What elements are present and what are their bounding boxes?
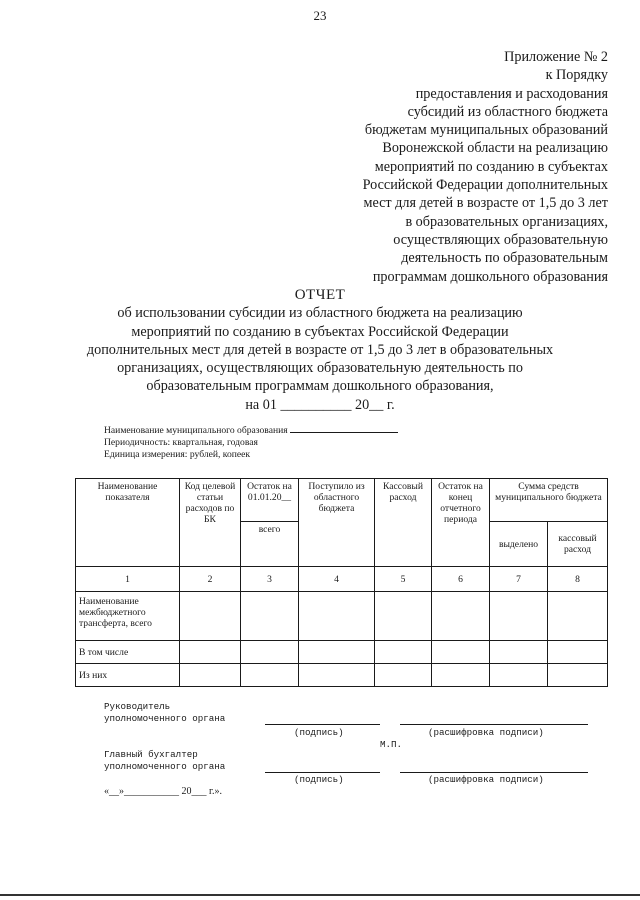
appendix-line: осуществляющих образовательную bbox=[393, 231, 608, 248]
table-cell[interactable] bbox=[432, 592, 490, 641]
table-cell[interactable] bbox=[432, 641, 490, 664]
periodicity: Периодичность: квартальная, годовая bbox=[104, 437, 258, 448]
report-meta bbox=[104, 424, 398, 461]
appendix-line: деятельность по образовательным bbox=[401, 250, 608, 267]
header-balance-start: Остаток на 01.01.20__ bbox=[241, 479, 299, 522]
header-municipal-sum: Сумма средств муниципального бюджета bbox=[490, 479, 608, 522]
table-cell[interactable] bbox=[548, 641, 608, 664]
column-number: 3 bbox=[241, 567, 299, 592]
header-name: Наименование показателя bbox=[76, 479, 180, 567]
table-cell[interactable] bbox=[299, 592, 375, 641]
report-title-line: организациях, осуществляющих образовательную деятельность по bbox=[117, 360, 523, 377]
column-number: 7 bbox=[490, 567, 548, 592]
report-table bbox=[75, 478, 608, 687]
footer-divider bbox=[0, 894, 640, 896]
table-cell[interactable] bbox=[180, 664, 241, 687]
column-number: 5 bbox=[375, 567, 432, 592]
header-cash: Кассовый расход bbox=[375, 479, 432, 567]
report-title-line: дополнительных мест для детей в возрасте от 1,5 до 3 лет в образовательных bbox=[86, 341, 554, 358]
unit: Единица измерения: рублей, копеек bbox=[104, 449, 251, 460]
table-cell[interactable] bbox=[490, 664, 548, 687]
column-number: 2 bbox=[180, 567, 241, 592]
column-number: 6 bbox=[432, 567, 490, 592]
appendix-line: к Порядку bbox=[545, 67, 608, 84]
table-cell[interactable] bbox=[241, 641, 299, 664]
table-cell[interactable] bbox=[375, 641, 432, 664]
accountant-title-line: уполномоченного органа bbox=[104, 760, 226, 772]
header-sum-cash: кассовый расход bbox=[548, 522, 608, 567]
table-cell[interactable] bbox=[548, 664, 608, 687]
header-balance-start-total: всего bbox=[241, 522, 299, 567]
header-allocated: выделено bbox=[490, 522, 548, 567]
report-title bbox=[0, 286, 640, 414]
head-decode-caption: (расшифровка подписи) bbox=[428, 727, 544, 738]
table-cell[interactable] bbox=[548, 592, 608, 641]
accountant-decode-caption: (расшифровка подписи) bbox=[428, 774, 544, 785]
head-signature-caption: (подпись) bbox=[294, 727, 344, 738]
row-label: Из них bbox=[76, 664, 180, 687]
table-cell[interactable] bbox=[180, 641, 241, 664]
column-number: 8 bbox=[548, 567, 608, 592]
appendix-line: Приложение № 2 bbox=[504, 49, 608, 65]
table-cell[interactable] bbox=[490, 641, 548, 664]
head-title-line: уполномоченного органа bbox=[104, 712, 226, 724]
appendix-line: Воронежской области на реализацию bbox=[382, 140, 608, 157]
row-label: В том числе bbox=[76, 641, 180, 664]
page-number: 23 bbox=[313, 8, 327, 23]
appendix-line: мест для детей в возрасте от 1,5 до 3 лет bbox=[363, 195, 608, 212]
appendix-line: предоставления и расходования bbox=[415, 85, 608, 102]
municipality-row bbox=[104, 424, 398, 437]
table-cell[interactable] bbox=[299, 641, 375, 664]
appendix-line: субсидий из областного бюджета bbox=[407, 103, 608, 120]
report-title-line: образовательным программам дошкольного образования, bbox=[146, 378, 494, 395]
table-row bbox=[76, 592, 608, 641]
appendix-line: мероприятий по созданию в субъектах bbox=[374, 158, 608, 175]
table-cell[interactable] bbox=[180, 592, 241, 641]
report-title-line: об использовании субсидии из областного бюджета на реализацию bbox=[117, 305, 523, 322]
appendix-line: в образовательных организациях, bbox=[405, 213, 608, 230]
table-cell[interactable] bbox=[490, 592, 548, 641]
report-heading: ОТЧЕТ bbox=[294, 287, 346, 303]
accountant-signature-line[interactable] bbox=[265, 772, 380, 773]
column-number: 4 bbox=[299, 567, 375, 592]
header-balance-end: Остаток на конец отчетного периода bbox=[432, 479, 490, 567]
municipality-label: Наименование муниципального образования bbox=[104, 425, 288, 436]
accountant-signature-caption: (подпись) bbox=[294, 774, 344, 785]
row-label: Наименование межбюджетного трансферта, всего bbox=[76, 592, 180, 641]
head-decode-line[interactable] bbox=[400, 724, 588, 725]
date-line[interactable]: «__»___________ 20___ г.». bbox=[104, 786, 222, 797]
appendix-line: программам дошкольного образования bbox=[372, 268, 608, 285]
accountant-title bbox=[104, 749, 225, 772]
appendix-line: бюджетам муниципальных образований bbox=[364, 122, 608, 139]
accountant-title-line: Главный бухгалтер bbox=[104, 749, 198, 760]
table-cell[interactable] bbox=[432, 664, 490, 687]
table-cell[interactable] bbox=[241, 664, 299, 687]
municipality-field[interactable] bbox=[290, 424, 398, 433]
column-number-row bbox=[76, 567, 608, 592]
head-title bbox=[104, 701, 225, 724]
header-received: Поступило из областного бюджета bbox=[299, 479, 375, 567]
head-title-line: Руководитель bbox=[104, 701, 171, 712]
table-row bbox=[76, 664, 608, 687]
report-date-line: на 01 __________ 20__ г. bbox=[245, 396, 395, 413]
table-cell[interactable] bbox=[375, 664, 432, 687]
table-row bbox=[76, 641, 608, 664]
accountant-decode-line[interactable] bbox=[400, 772, 588, 773]
report-title-line: мероприятий по созданию в субъектах Российской Федерации bbox=[131, 323, 509, 340]
table-cell[interactable] bbox=[241, 592, 299, 641]
appendix-line: Российской Федерации дополнительных bbox=[362, 177, 608, 194]
table-cell[interactable] bbox=[375, 592, 432, 641]
appendix-block bbox=[288, 48, 608, 286]
column-number: 1 bbox=[76, 567, 180, 592]
stamp-place: М.П. bbox=[380, 739, 403, 750]
table-cell[interactable] bbox=[299, 664, 375, 687]
header-code: Код целевой статьи расходов по БК bbox=[180, 479, 241, 567]
head-signature-line[interactable] bbox=[265, 724, 380, 725]
